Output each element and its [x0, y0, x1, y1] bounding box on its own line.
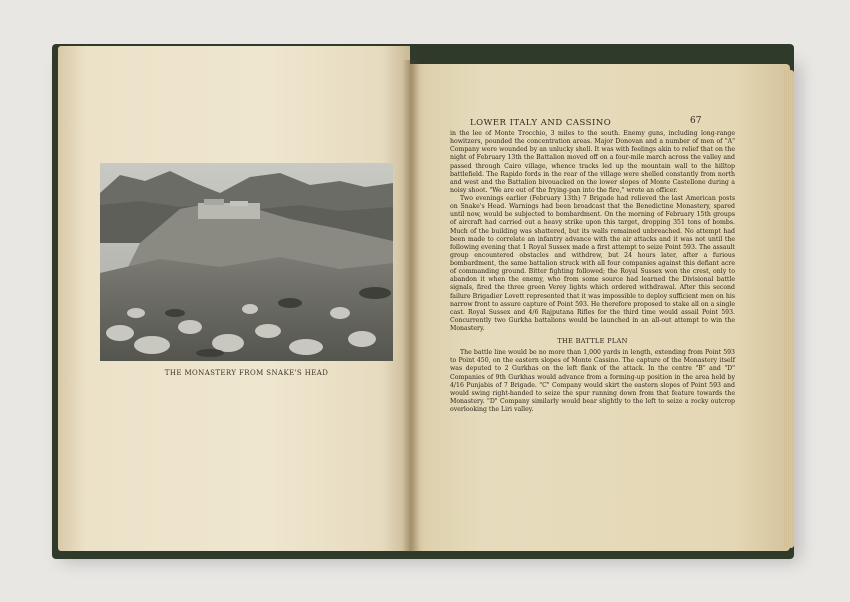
body-paragraph: in the lee of Monte Trocchio, 3 miles to the south. Enemy guns, including long-range howitzers, pounded the concentration areas. Major Donovan and a number of men of "A" Company were wounded by an unlucky shell. It was with feelings akin to relief that on the night of February 13th the Battalion moved off on a four-mile march across the valley and passed through Cairo village, whence tracks led up the mountain wall to the hilltop battlefield. The Rapido fords in the rear of the village were shelled constantly from north and west and the Battalion bivouacked on the lower slopes of Monte Castellone during a noisy shoot. "We are out of the frying-pan into the fire," wrote an officer.	[450, 130, 735, 194]
monastery-photo	[100, 163, 393, 361]
body-paragraph: Two evenings earlier (February 13th) 7 Brigade had relieved the last American posts on Snake's Head. Warnings had been broadcast that the Benedictine Monastery, spared until now, would be subjected to bombardment. On the morning of February 15th groups of aircraft had carried out a heavy strike upon this target, dropping 351 tons of bombs. Much of the building was shattered, but its walls remained unbreached. No attempt had been made to correlate an infantry advance with the air attacks and it was not until the following evening that 1 Royal Sussex made a first attempt to seize Point 593. The assault group encountered obstacles and withdrew, but 24 hours later, after a furious bombardment, the same battalion struck with all four companies against this defiant acre of commanding ground. Bitter fighting followed; the Royal Sussex won the crest, only to abandon it when the enemy, who from some source had learned the Divisional battle signals, fired the three green Verey lights which ordered withdrawal. After this second failure Brigadier Lovett represented that it was impossible to deploy sufficient men on his narrow front to assure capture of Point 593. He therefore proposed to stake all on a single cast. Royal Sussex and 4/6 Rajputana Rifles for the third time would assail Point 593. Concurrently two Gurkha battalions would be launched in an all-out attempt to win the Monastery.	[450, 195, 735, 332]
section-heading: THE BATTLE PLAN	[557, 337, 628, 346]
page-body-text	[450, 130, 735, 414]
body-paragraph: The battle line would be no more than 1,000 yards in length, extending from Point 593 to Point 450, on the eastern slopes of Monte Cassino. The capture of the Monastery itself was deputed to 2 Gurkhas on the left flank of the attack. In the centre "B" and "D" Companies of 9th Gurkhas would advance from a forming-up position in the area held by 4/16 Punjabis of 7 Brigade. "C" Company would skirt the eastern slopes of Point 593 and would swing right-handed to seize the spur running down from that feature towards the Monastery. "D" Company similarly would bear slightly to the left to seize a rocky outcrop overlooking the Liri valley.	[450, 349, 735, 413]
page-edges	[784, 70, 794, 548]
book-gutter	[402, 60, 420, 552]
monastery-photo-plate	[100, 163, 393, 361]
plate-caption: THE MONASTERY FROM SNAKE'S HEAD	[164, 369, 329, 377]
page-number: 67	[690, 116, 702, 126]
running-head: LOWER ITALY AND CASSINO	[470, 118, 612, 128]
